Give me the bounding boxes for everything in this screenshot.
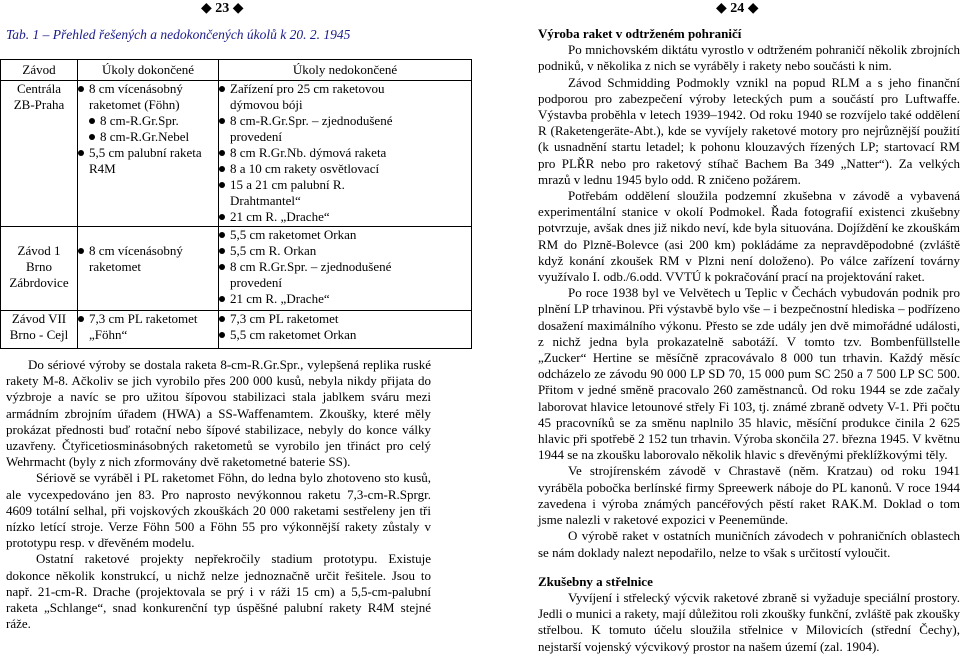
bullet-icon <box>89 118 95 124</box>
done-item: 8 cm-R.Gr.Nebel <box>78 129 218 145</box>
bullet-icon <box>219 182 225 188</box>
bullet-icon <box>219 264 225 270</box>
paragraph: Do sériové výroby se dostala raketa 8-cm-R.Gr.Spr., vylepšená replika ruské rakety M-8. Ačkoliv se jich vyrobilo přes 200 000 kusů, nebyla nikdy přijata do výzbroje a navíc se pro užitou šípovou stabilizaci stala jablkem sváru mezi armádním zbrojním úřadem (HWA) a SS-Waffenamtem. Zkoušky, které měly prokázat přednosti buď rotační nebo šípové stabilizace, nebyly do konce války uzavřeny. Čtyřicetiosminásobných raketometů se vyrobilo jen třináct pro celý Wehrmacht (byly z nich zformovány dvě raketometné baterie SS). <box>6 357 431 470</box>
paragraph: Po mnichovském diktátu vyrostlo v odtrženém pohraničí několik zbrojních podniků, v několika z nich se vyráběly i rakety nebo součásti k nim. <box>538 42 960 74</box>
undone-item: 21 cm R. „Drache“ <box>219 209 471 225</box>
bullet-icon <box>78 316 84 322</box>
table-row <box>1 311 472 349</box>
plant-cell <box>1 81 78 227</box>
undone-item: Zařízení pro 25 cm raketovou <box>219 81 471 97</box>
paragraph: O výrobě raket v ostatních muničních závodech v pohraničních oblastech se nám doklady nalezt nepodařilo, nelze to však s určitostí vyloučit. <box>538 528 960 560</box>
undone-item: 5,5 cm raketomet Orkan <box>219 227 471 243</box>
paragraph: Ve strojírenském závodě v Chrastavě (něm. Kratzau) od roku 1941 vyráběla pobočka berlínské firmy Spreewerk náboje do PL kanonů. V roce 1944 zavedena i výroba známých pancéřových pěstí raket RAK.M. Doklad o tom jsme nalezli v raketové expozici v Peenemünde. <box>538 463 960 528</box>
left-body-text <box>6 357 431 632</box>
done-item: 7,3 cm PL raketomet <box>78 311 218 327</box>
bullet-icon <box>219 332 225 338</box>
plant-line: Centrála <box>16 81 62 96</box>
bullet-icon <box>219 232 225 238</box>
undone-item: 21 cm R. „Drache“ <box>219 291 471 307</box>
tasks-table <box>0 59 472 349</box>
column-header-plant: Závod <box>1 60 78 81</box>
undone-cell: Zařízení pro 25 cm raketovou dýmovou bóji 8 cm-R.Gr.Spr. – zjednodušené provedení 8 cm R.Gr.Nb. dýmová raketa 8 a 10 cm rakety osvětlovací 15 a 21 cm palubní R. Drahtmantel“ 21 cm R. „Drache“ <box>219 81 472 227</box>
paragraph: Vyvíjení i střelecký výcvik raketové zbraně si vyžaduje speciální prostory. Jedli o munici a rakety, mají důležitou roli zkoušky funkční, zvláště pak zkoušky střelbou. K tomuto účelu sloužila střelnice v Milovicích (střední Čechy), nejstarší vojenský výcvikový prostor na našem území (zal. 1904). <box>538 589 960 654</box>
right-body-text <box>538 26 960 655</box>
subsection-title: Zkušebny a střelnice <box>538 573 653 589</box>
plant-line: ZB-Praha <box>13 97 65 112</box>
bullet-icon <box>219 214 225 220</box>
undone-item: 8 cm R.Gr.Nb. dýmová raketa <box>219 145 471 161</box>
paragraph: Sériově se vyráběl i PL raketomet Föhn, do ledna bylo zhotoveno sto kusů, ale vycexpedováno jen 83. Pro naprosto nevýkonnou raketu 7,3-cm-R.Sprgr. 4609 totální selhal, při vojskových zkouškách 20 000 raketami sestřeleny jen tři nízko letící stroje. Verze Föhn 500 a Föhn 55 pro výkonnější rakety zůstaly v prototypu resp. v dřevěném modelu. <box>6 470 431 551</box>
done-cell: 7,3 cm PL raketomet „Föhn“ <box>78 311 219 349</box>
bullet-icon <box>78 150 84 156</box>
page-number: ◆ 23 ◆ <box>201 1 244 16</box>
plant-cell: Závod VII Brno - Cejl <box>1 311 78 349</box>
done-cell: 8 cm vícenásobný raketomet (Föhn) 8 cm-R.Gr.Spr. 8 cm-R.Gr.Nebel 5,5 cm palubní raketa R4M <box>78 81 219 227</box>
bullet-icon <box>219 118 225 124</box>
column-header-done: Úkoly dokončené <box>78 60 219 81</box>
table-header-row <box>1 60 472 81</box>
plant-cell: Závod 1 Brno Zábrdovice <box>1 227 78 311</box>
undone-item: 5,5 cm raketomet Orkan <box>219 327 471 343</box>
done-item: 8 cm-R.Gr.Spr. <box>78 113 218 129</box>
bullet-icon <box>78 86 84 92</box>
bullet-icon <box>219 150 225 156</box>
page-number: ◆ 24 ◆ <box>716 1 759 16</box>
bullet-icon <box>219 86 225 92</box>
bullet-icon <box>219 316 225 322</box>
paragraph: Ostatní raketové projekty nepřekročily stadium prototypu. Existuje dokonce několik konstrukcí, u nichž nelze jednoznačně určit řešitele. Jsou to např. 21-cm-R. Drache (projektovala se prý i v ráži 15 cm) a 5,5-cm-palubní raketa „Schlange“, snad konkurenční typ úspěšné palubní rakety R4M stejné ráže. <box>6 551 431 632</box>
done-item: 8 cm vícenásobný <box>78 243 218 259</box>
table-row <box>1 81 472 227</box>
column-header-undone: Úkoly nedokončené <box>219 60 472 81</box>
bullet-icon <box>78 248 84 254</box>
paragraph: Závod Schmidding Podmokly vznikl na popud RLM a s jeho finanční podporou pro zabezpečení výroby leteckých pum a součástí pro Luftwaffe. Výstavba proběhla v letech 1939–1942. Od roku 1940 se rozvíjelo také oddělení R (Raketengeräte-Abt.), kde se vyvíjely raketové motory pro nejrůznější použití (k usnadnění startu letadel; k pohonu klouzavých řízených LP; startovací RM pro PLŘR nebo pro raketový stíhač Bachem Ba 349 „Natter“). Za velkých mrazů v lednu 1945 bylo odd. R zničeno požárem. <box>538 74 960 187</box>
undone-cell: 5,5 cm raketomet Orkan 5,5 cm R. Orkan 8 cm R.Gr.Spr. – zjednodušené provedení 21 cm R. „Drache“ <box>219 227 472 311</box>
undone-item: 15 a 21 cm palubní R. <box>219 177 471 193</box>
undone-item: 8 cm R.Gr.Spr. – zjednodušené <box>219 259 471 275</box>
section-title: Výroba raket v odtrženém pohraničí <box>538 26 742 41</box>
paragraph: Po roce 1938 byl ve Velvětech u Teplic v Čechách vybudován podnik pro plnění LP trhavinou. Při výstavbě bylo vše – i bezpečnostní hlediska – podřízeno dosažení maximálního výkonu. Přesto se zde udály jen dvě mimořádné události, z nichž jedna byla prokazatelně sabotáží. V tomto tzv. Bombenfüllstelle „Zucker“ Hertine se měsíčně zpracovávalo 8 000 tun trhavin. Každý měsíc odcházelo ze závodu 90 000 LP SD 70, 15 000 pum SC 250 a 7 500 LP SC 500. Přitom v jedné směně pracovalo 260 zaměstnanců. Od roku 1944 se zde začaly laborovat hlavice letounové střely Fi 103, tj. známé zbraně odvety V-1. Při počtu 45 pracovníků se za směnu naplnilo 35 hlavic, měsíční produkce činila 2 625 hlavic při spotřebě 2 152 tun trhavin. Výroba skončila 27. března 1945. V květnu 1944 se na zkoušku laborovalo několik hlavic s dřevěnými překlížkovými těly. <box>538 285 960 463</box>
bullet-icon <box>89 134 95 140</box>
undone-item: 7,3 cm PL raketomet <box>219 311 471 327</box>
undone-cell <box>219 311 472 349</box>
undone-item: 8 a 10 cm rakety osvětlovací <box>219 161 471 177</box>
done-cell: 8 cm vícenásobný raketomet <box>78 227 219 311</box>
bullet-icon <box>219 248 225 254</box>
done-item: 8 cm vícenásobný <box>78 81 218 97</box>
paragraph: Potřebám oddělení sloužila podzemní zkušebna v závodě a vybavená experimentální stanice v okolí Podmokel. Řada fotografií existenci zkušebny potvrzuje, avšak dnes již nikdo neví, kde byla situována. Dojíždění ke zkouškám RM do Plzně-Bolevce (asi 200 km) pokládáme za nepravděpodobné (zvláště když konání zkoušek RM v Plzni není doloženo). Po válce zařízení továrny využívalo I. odb./6.odd. VVTÚ k pokračování prací na projektování raket. <box>538 188 960 285</box>
undone-item: 5,5 cm R. Orkan <box>219 243 471 259</box>
bullet-icon <box>219 166 225 172</box>
undone-item: 8 cm-R.Gr.Spr. – zjednodušené <box>219 113 471 129</box>
done-item: 5,5 cm palubní raketa <box>78 145 218 161</box>
bullet-icon <box>219 296 225 302</box>
table-caption: Tab. 1 – Přehled řešených a nedokončených úkolů k 20. 2. 1945 <box>6 27 351 42</box>
table-row <box>1 227 472 311</box>
